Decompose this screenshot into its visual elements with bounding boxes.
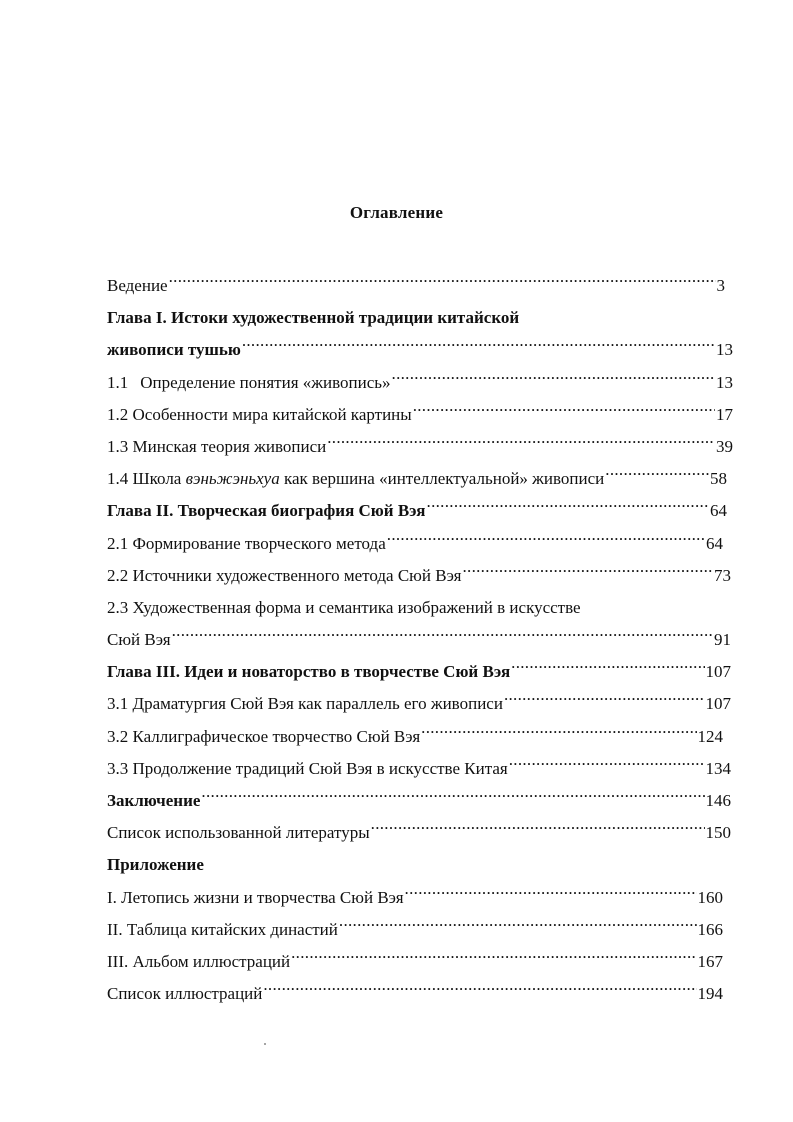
toc-entry-page: 13	[716, 340, 733, 360]
toc-entry-label: 1.2 Особенности мира китайской картины	[107, 404, 412, 424]
dot-leader	[201, 778, 704, 806]
dot-leader	[504, 681, 705, 709]
toc-entry	[107, 939, 733, 971]
toc-entry-label: 3.2 Каллиграфическое творчество Сюй Вэя	[107, 726, 421, 746]
toc-entry-label: 2.1 Формирование творческого метода	[107, 533, 386, 553]
toc-entry	[107, 746, 733, 778]
toc-entry-label: 1.3 Минская теория живописи	[107, 436, 327, 456]
toc-entry	[107, 875, 733, 907]
toc-entry-label	[107, 369, 391, 397]
toc-entry-label: живописи тушью	[107, 340, 241, 360]
dot-leader	[387, 521, 705, 549]
dot-leader	[405, 875, 697, 903]
toc-entry-page: 194	[697, 984, 723, 1004]
toc-entry-label: 3.1 Драматургия Сюй Вэя как параллель его живописи	[107, 694, 503, 714]
dot-leader	[427, 488, 709, 516]
toc-entry-page: 167	[697, 951, 723, 971]
toc-entry	[107, 778, 733, 810]
toc-entry-page: 64	[710, 501, 727, 521]
dot-leader	[371, 810, 705, 838]
toc-entry-label: 2.3 Художественная форма и семантика изображений в искусстве	[107, 597, 581, 617]
dot-leader	[605, 456, 709, 484]
dot-leader	[169, 263, 716, 291]
toc-entry-page: 134	[705, 758, 731, 778]
toc-entry-label: Приложение	[107, 855, 204, 875]
toc-entry-text: Определение понятия «живопись»	[140, 372, 391, 392]
dot-leader	[291, 939, 696, 967]
toc-entry	[107, 714, 733, 746]
toc-entry-page: 58	[710, 469, 727, 489]
toc-entry-text-pre: 1.4 Школа	[107, 469, 186, 489]
toc-entry	[107, 424, 733, 456]
dot-leader	[242, 327, 715, 355]
dot-leader	[263, 971, 696, 999]
toc-entry-label: I. Летопись жизни и творчества Сюй Вэя	[107, 887, 404, 907]
toc-entry	[107, 392, 733, 424]
toc-entry	[107, 810, 733, 842]
toc-entry-page: 107	[705, 662, 731, 682]
dot-leader	[339, 907, 697, 935]
dot-leader	[392, 360, 715, 388]
dot-leader	[327, 424, 715, 452]
dot-leader	[509, 746, 705, 774]
toc-entry	[107, 295, 733, 327]
toc-entry	[107, 842, 733, 874]
toc-entry-page: 13	[716, 372, 733, 392]
dot-leader	[413, 392, 715, 420]
toc-entry	[107, 585, 733, 617]
toc-entry-text-italic: вэньжэньхуа	[185, 469, 280, 489]
toc-entry	[107, 521, 733, 553]
scan-speck	[264, 1043, 266, 1045]
toc-entry	[107, 617, 733, 649]
toc-entry-label: Глава III. Идеи и новаторство в творчестве Сюй Вэя	[107, 662, 511, 682]
toc-entry	[107, 971, 733, 1003]
toc-entry-text-post: как вершина «интеллектуальной» живописи	[279, 469, 605, 489]
toc-entry-page: 150	[705, 823, 731, 843]
toc-entry-page: 91	[714, 630, 731, 650]
toc-entry-label: Ведение	[107, 276, 168, 295]
toc-entry-label: Глава I. Истоки художественной традиции китайской	[107, 308, 520, 328]
toc-entry-label: III. Альбом иллюстраций	[107, 951, 291, 971]
toc-entry-label: Список использованной литературы	[107, 823, 370, 843]
toc-entry-page: 124	[697, 726, 723, 746]
dot-leader	[582, 585, 732, 613]
dot-leader	[520, 295, 732, 323]
toc-entry-page: 160	[697, 887, 723, 907]
toc-entry	[107, 907, 733, 939]
toc-entry-label: II. Таблица китайских династий	[107, 919, 338, 939]
toc-entry-label: Заключение	[107, 791, 201, 810]
toc-entry-number: 1.1	[107, 372, 129, 392]
toc-entry	[107, 681, 733, 713]
dot-leader	[205, 842, 732, 870]
dot-leader	[172, 617, 713, 645]
dot-leader	[511, 649, 704, 677]
toc-entry-label: Сюй Вэя	[107, 630, 171, 650]
toc-entry-page: 3	[716, 276, 725, 295]
toc-entry-page: 107	[705, 694, 731, 714]
toc-entry	[107, 263, 733, 295]
toc-entry-page: 17	[716, 404, 733, 424]
toc-entry-page: 146	[705, 791, 731, 810]
toc-entry-label: 3.3 Продолжение традиций Сюй Вэя в искусстве Китая	[107, 758, 508, 778]
table-of-contents	[107, 263, 733, 1003]
toc-entry-page: 39	[716, 436, 733, 456]
toc-entry-label: Глава II. Творческая биография Сюй Вэя	[107, 501, 426, 521]
page-title: Оглавление	[349, 203, 444, 222]
toc-entry-label: Список иллюстраций	[107, 984, 263, 1004]
dot-leader	[421, 714, 696, 742]
toc-entry	[107, 488, 733, 520]
toc-entry-label: 2.2 Источники художественного метода Сюй Вэя	[107, 565, 462, 585]
toc-entry	[107, 553, 733, 585]
toc-entry	[107, 360, 733, 392]
toc-entry	[107, 327, 733, 359]
toc-entry	[107, 649, 733, 681]
toc-entry-page: 64	[706, 533, 723, 553]
dot-leader	[462, 553, 713, 581]
toc-entry-page: 73	[714, 565, 731, 585]
toc-entry-page: 166	[697, 919, 723, 939]
toc-entry	[107, 456, 733, 488]
